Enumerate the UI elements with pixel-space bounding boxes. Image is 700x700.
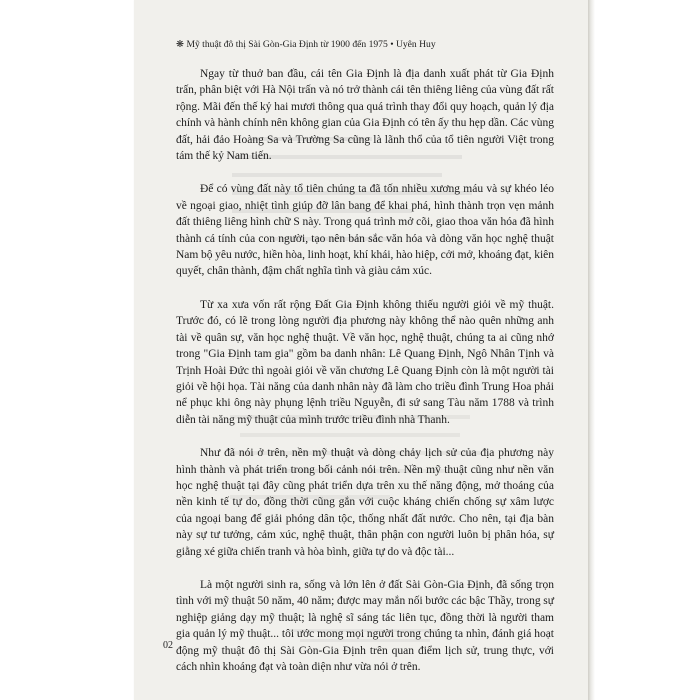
page-edge-shadow	[588, 0, 595, 700]
body-text	[176, 66, 554, 692]
paragraph-4: Như đã nói ở trên, nền mỹ thuật và dòng chảy lịch sử của địa phương này hình thành và phát triển trong bối cảnh nói trên. Nền mỹ thuật cũng như nền văn học nghệ thuật tại đây cũng phát triển dựa trên xu thế năng động, mở thoáng của nền kinh tế tự do, đồng thời cũng gắn với cuộc kháng chiến chống sự xâm lược của ngoại bang để giải phóng dân tộc, thống nhất đất nước. Cho nên, tại địa bàn này sự tư tưởng, cảm xúc, nghệ thuật, thân phận con người luôn bị phân hóa, sự giằng xé giữa chiến tranh và hòa bình, giữa tự do và độc tài...	[176, 447, 554, 558]
page-number: 02	[163, 640, 173, 651]
paragraph-5: Là một người sinh ra, sống và lớn lên ở đất Sài Gòn-Gia Định, đã sống trọn tình với mỹ thuật 50 năm, 40 năm; được may mắn nối bước các bậc Thầy, trong sự nghiệp giảng dạy mỹ thuật; là nghệ sĩ sáng tác liên tục, đồng thời là người tham gia quản lý mỹ thuật... tôi ước mong mọi người trong chúng ta nhìn, đánh giá hoạt động mỹ thuật đô thị Sài Gòn-Gia Định trên quan điểm lịch sử, trung thực, với cách nhìn khoáng đạt và toàn diện như vừa nói ở trên.	[176, 578, 554, 673]
running-header	[176, 39, 596, 50]
header-separator: •	[390, 39, 394, 50]
paragraph-2: Để có vùng đất này tổ tiên chúng ta đã tốn nhiều xương máu và sự khéo léo về ngoại giao, nhiệt tình giúp đỡ lân bang để khai phá, hình thành trọn vẹn mảnh đất thiêng liêng hình chữ S này. Trong quá trình mở cõi, giao thoa văn hóa đã hình thành cá tính của con người, tạo nên bản sắc văn hóa và dòng văn học nghệ thuật Nam bộ yêu nước, hiền hòa, linh hoạt, khí khái, hào hiệp, cởi mở, khoáng đạt, kiên quyết, chân thành, đậm chất nghĩa tình và giàu cảm xúc.	[176, 183, 554, 278]
header-author: Uyên Huy	[395, 39, 436, 50]
header-title: Mỹ thuật đô thị Sài Gòn-Gia Định từ 1900 đến 1975	[186, 39, 388, 50]
paragraph-1: Ngay từ thuở ban đầu, cái tên Gia Định là địa danh xuất phát từ Gia Định trấn, phân biệt với Hà Nội trấn và nó trở thành cái tên thiêng liêng của vùng đất rất rộng. Mãi đến thế kỷ hai mươi thông qua quá trình thay đổi quy hoạch, quản lý địa chính và hành chính nên không gian của Gia Định có tên ấy thu hẹp dần. Các vùng đất, hải đảo Hoàng Sa và Trường Sa cũng là lãnh thổ của tổ tiên người Việt trong tám thế kỷ Nam tiến.	[176, 68, 554, 163]
paragraph-3: Từ xa xưa vốn rất rộng Đất Gia Định không thiếu người giỏi về mỹ thuật. Trước đó, có lẽ trong lòng người địa phương này không thể nào quên những anh tài về quân sự, văn học nghệ thuật. Về văn học, nghệ thuật, chúng ta ai cũng nhớ trong "Gia Định tam gia" gồm ba danh nhân: Lê Quang Định, Ngô Nhân Tịnh và Trịnh Hoài Đức thì ngoài giỏi về văn chương Lê Quang Định còn là một người tài giỏi về hội họa. Tài năng của danh nhân này đã làm cho triều đình Trung Hoa phải nể phục khi ông này phụng lệnh triều Nguyễn, đi sứ sang Tàu năm 1788 và trình diễn tài năng mỹ thuật của mình trước triều đình nhà Thanh.	[176, 298, 554, 426]
header-ornament: ❋	[176, 39, 185, 50]
